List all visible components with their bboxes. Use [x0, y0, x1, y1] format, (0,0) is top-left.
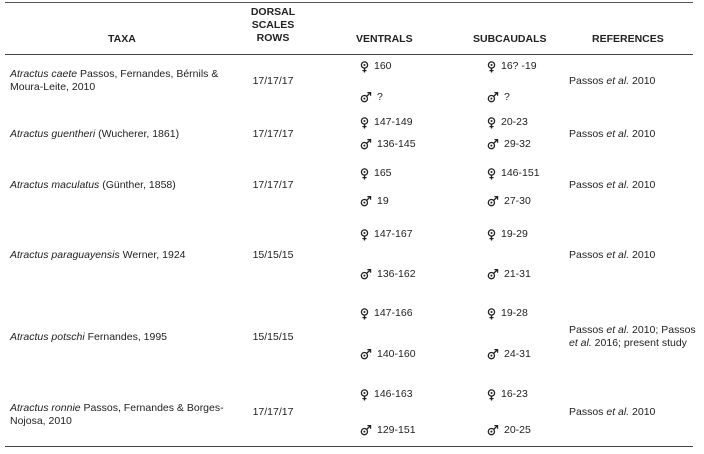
reference-text: 2010 [629, 406, 656, 418]
subcaudals-female [487, 60, 537, 73]
ventrals-female-value: 146-163 [374, 388, 413, 400]
male-symbol-icon [487, 139, 499, 150]
subcaudals-female-value: 16? -19 [501, 60, 537, 72]
male-symbol-icon [487, 349, 499, 360]
header-dorsal-line2: SCALES [251, 19, 295, 31]
species-name: Atractus paraguayensis [10, 249, 120, 261]
ventrals-female-value: 160 [374, 60, 392, 72]
species-name: Atractus ronnie [10, 402, 81, 414]
dorsal-scale-rows: 17/17/17 [252, 75, 294, 87]
reference-text: Passos [569, 75, 607, 87]
reference-et-al: et al. [606, 249, 630, 261]
reference-text: Passos [569, 128, 607, 140]
species-authority: Passos, Fernandes, Bérnils & Moura-Leite, 2010 [10, 68, 219, 93]
reference [569, 406, 697, 419]
subcaudals-male [487, 91, 510, 104]
female-symbol-icon [487, 117, 496, 129]
ventrals-male-value: ? [377, 91, 383, 103]
taxon-name [10, 179, 232, 192]
reference-et-al: et al. [606, 128, 630, 140]
female-symbol-icon [487, 308, 496, 320]
subcaudals-male-value: 21-31 [504, 268, 531, 280]
reference-et-al: et al. [606, 179, 630, 191]
species-authority: (Wucherer, 1861) [95, 128, 180, 140]
ventrals-male [360, 424, 416, 437]
reference [569, 324, 697, 350]
male-symbol-icon [487, 196, 499, 207]
ventrals-male-value: 19 [377, 195, 389, 207]
female-symbol-icon [360, 168, 369, 180]
subcaudals-male [487, 195, 531, 208]
reference-et-al: et al. [606, 75, 630, 87]
reference [569, 249, 697, 262]
subcaudals-male [487, 268, 531, 281]
male-symbol-icon [487, 269, 499, 280]
subcaudals-female [487, 167, 540, 180]
ventrals-male-value: 140-160 [377, 348, 416, 360]
species-authority: (Günther, 1858) [99, 179, 176, 191]
ventrals-female-value: 147-149 [374, 116, 413, 128]
ventrals-male [360, 195, 389, 208]
male-symbol-icon [360, 92, 372, 103]
header-dorsal-line3: ROWS [256, 32, 290, 44]
taxon-name [10, 402, 232, 428]
reference-et-al: et al. [606, 324, 630, 336]
male-symbol-icon [360, 139, 372, 150]
ventrals-female-value: 147-166 [374, 307, 413, 319]
table-bottom-rule [5, 446, 693, 447]
subcaudals-male [487, 424, 531, 437]
header-subcaudals: SUBCAUDALS [473, 33, 547, 45]
male-symbol-icon [487, 92, 499, 103]
reference [569, 128, 697, 141]
subcaudals-female [487, 388, 528, 401]
ventrals-female [360, 116, 413, 129]
ventrals-female-value: 165 [374, 167, 392, 179]
header-bottom-rule [5, 54, 693, 55]
female-symbol-icon [360, 389, 369, 401]
reference-text: 2016; present study [591, 337, 687, 349]
species-authority: Passos, Fernandes & Borges-Nojosa, 2010 [10, 402, 224, 427]
reference-text: 2010; Passos [629, 324, 696, 336]
male-symbol-icon [360, 269, 372, 280]
ventrals-male-value: 136-145 [377, 138, 416, 150]
ventrals-female [360, 307, 413, 320]
taxon-name [10, 331, 232, 344]
reference-text: Passos [569, 249, 607, 261]
subcaudals-female-value: 16-23 [501, 388, 528, 400]
subcaudals-female-value: 20-23 [501, 116, 528, 128]
ventrals-female [360, 388, 413, 401]
taxon-name [10, 249, 232, 262]
ventrals-female-value: 147-167 [374, 228, 413, 240]
reference-text: 2010 [629, 128, 656, 140]
dorsal-scale-rows: 17/17/17 [252, 128, 294, 140]
dorsal-scale-rows: 15/15/15 [252, 331, 294, 343]
header-dorsal-line1: DORSAL [250, 6, 296, 18]
species-authority: Fernandes, 1995 [84, 331, 168, 343]
ventrals-male [360, 138, 416, 151]
dorsal-scale-rows: 17/17/17 [252, 179, 294, 191]
subcaudals-female [487, 116, 528, 129]
ventrals-female [360, 60, 392, 73]
species-name: Atractus guentheri [10, 128, 96, 140]
reference-text: 2010 [629, 75, 656, 87]
header-dorsal-scale-rows [244, 6, 302, 45]
subcaudals-female-value: 19-29 [501, 228, 528, 240]
ventrals-male [360, 91, 383, 104]
female-symbol-icon [487, 61, 496, 73]
subcaudals-male-value: 20-25 [504, 424, 531, 436]
reference-et-al: et al. [606, 406, 630, 418]
header-taxa: TAXA [108, 33, 136, 45]
female-symbol-icon [360, 308, 369, 320]
subcaudals-male-value: 24-31 [504, 348, 531, 360]
female-symbol-icon [360, 117, 369, 129]
species-name: Atractus potschi [10, 331, 85, 343]
reference-text: 2010 [629, 179, 656, 191]
subcaudals-male [487, 138, 531, 151]
female-symbol-icon [360, 229, 369, 241]
species-authority: Werner, 1924 [119, 249, 186, 261]
species-name: Atractus caete [10, 68, 78, 80]
male-symbol-icon [360, 349, 372, 360]
header-ventrals: VENTRALS [356, 33, 413, 45]
species-name: Atractus maculatus [10, 179, 100, 191]
dorsal-scale-rows: 15/15/15 [252, 249, 294, 261]
taxon-name [10, 128, 232, 141]
subcaudals-female [487, 307, 528, 320]
female-symbol-icon [360, 61, 369, 73]
ventrals-male [360, 268, 416, 281]
ventrals-male-value: 136-162 [377, 268, 416, 280]
header-references: REFERENCES [592, 33, 664, 45]
female-symbol-icon [487, 229, 496, 241]
reference [569, 179, 697, 192]
ventrals-female [360, 167, 392, 180]
female-symbol-icon [487, 389, 496, 401]
ventrals-male [360, 348, 416, 361]
subcaudals-female-value: 19-28 [501, 307, 528, 319]
male-symbol-icon [360, 196, 372, 207]
reference-text: Passos [569, 406, 607, 418]
male-symbol-icon [360, 425, 372, 436]
reference-text: Passos [569, 324, 607, 336]
ventrals-female [360, 228, 413, 241]
subcaudals-female-value: 146-151 [501, 167, 540, 179]
subcaudals-female [487, 228, 528, 241]
reference-et-al: et al. [569, 337, 592, 349]
table-top-rule [5, 2, 693, 3]
taxon-name [10, 68, 232, 94]
reference [569, 75, 697, 88]
subcaudals-male-value: ? [504, 91, 510, 103]
reference-text: Passos [569, 179, 607, 191]
subcaudals-male-value: 29-32 [504, 138, 531, 150]
subcaudals-male [487, 348, 531, 361]
reference-text: 2010 [629, 249, 656, 261]
female-symbol-icon [487, 168, 496, 180]
dorsal-scale-rows: 17/17/17 [252, 406, 294, 418]
ventrals-male-value: 129-151 [377, 424, 416, 436]
male-symbol-icon [487, 425, 499, 436]
subcaudals-male-value: 27-30 [504, 195, 531, 207]
